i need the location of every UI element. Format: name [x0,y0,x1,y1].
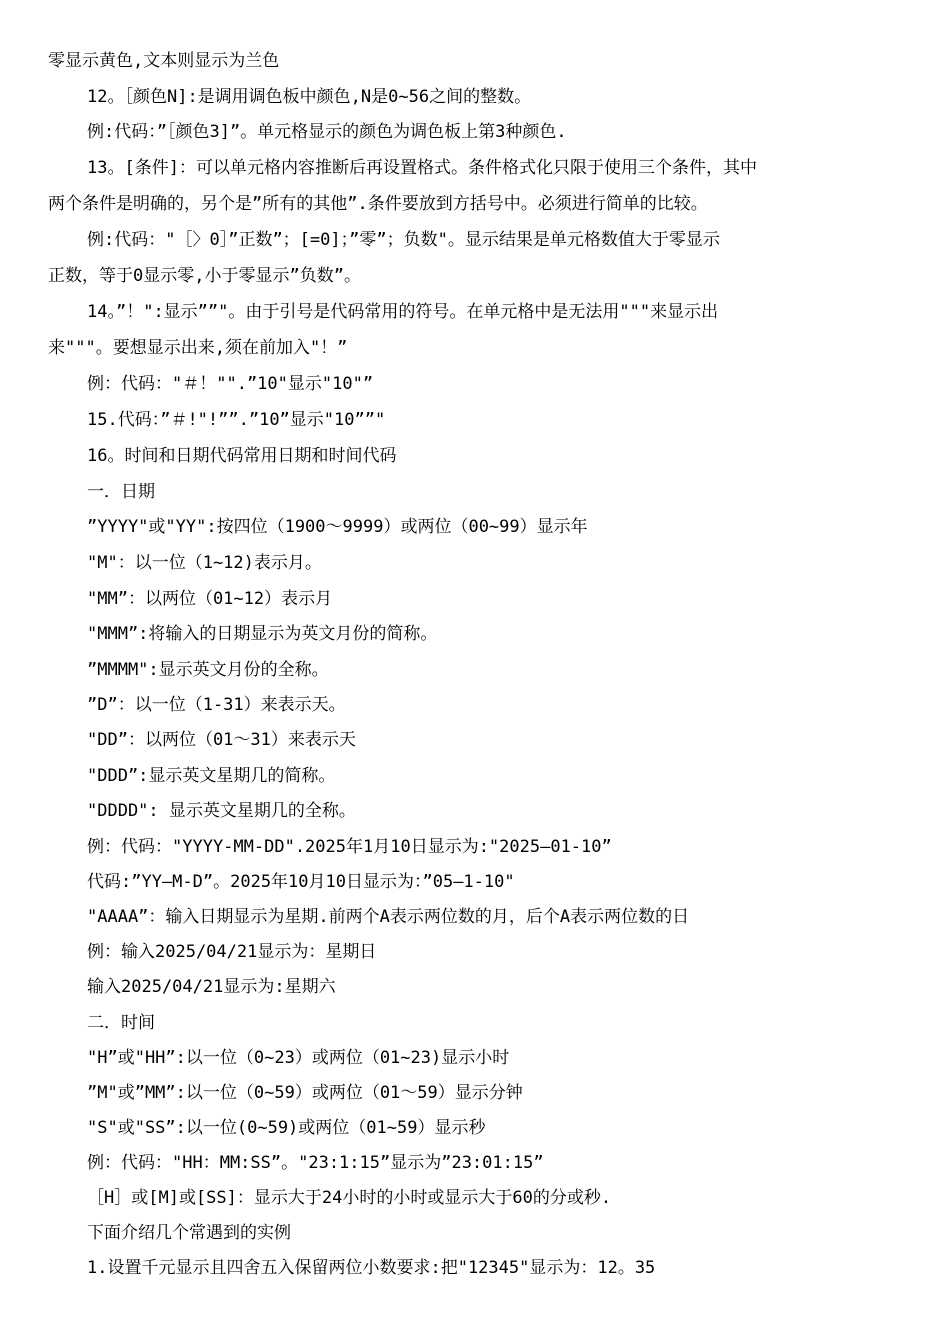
text-line: 例：代码："＃！"".”10"显示"10"” [87,374,374,394]
text-line: 1.设置千元显示且四舍五入保留两位小数要求:把"12345"显示为：12。35 [87,1258,656,1278]
text-line: 例：代码："HH：MM:SS”。"23:1:15”显示为”23:01:15” [87,1153,544,1173]
text-line: 14。”！":显示””"。由于引号是代码常用的符号。在单元格中是无法用"""来显示出 [87,302,719,322]
text-line: "DD”：以两位（01～31）来表示天 [87,730,356,750]
text-line: ”YYYY"或"YY":按四位（1900～9999）或两位（00~99）显示年 [87,517,588,537]
text-line: 例:代码："［〉0］”正数”；[=0]；”零”；负数"。显示结果是单元格数值大于零显示 [87,230,720,250]
text-line: 例：代码："YYYY-MM-DD".2025年1月10日显示为:"2025—01-10” [87,837,612,857]
text-line: 下面介绍几个常遇到的实例 [87,1223,291,1243]
text-line: "DDD”:显示英文星期几的简称。 [87,766,336,786]
text-line: ”MMMM":显示英文月份的全称。 [87,660,329,680]
text-line: ”M"或”MM”:以一位（0~59）或两位（01～59）显示分钟 [87,1083,523,1103]
text-line: 16。时间和日期代码常用日期和时间代码 [87,446,397,466]
section-heading: 二．时间 [87,1013,155,1033]
text-line: 两个条件是明确的，另个是”所有的其他”.条件要放到方括号中。必须进行简单的比较。 [48,194,708,214]
text-line: 15.代码：”＃!"!””.”10”显示"10””" [87,410,386,430]
text-line: 例：输入2025/04/21显示为：星期日 [87,942,377,962]
text-line: 来"""。要想显示出来,须在前加入"！” [48,338,348,358]
text-line: "S"或"SS”:以一位(0~59)或两位（01~59）显示秒 [87,1118,486,1138]
text-line: ［H］或[M]或[SS]：显示大于24小时的小时或显示大于60的分或秒. [87,1188,612,1208]
text-line: 12。［颜色N]:是调用调色板中颜色,N是0~56之间的整数。 [87,87,532,107]
text-line: "AAAA”：输入日期显示为星期.前两个A表示两位数的月，后个A表示两位数的日 [87,907,690,927]
text-line: "M"：以一位（1~12)表示月。 [87,553,322,573]
text-line: 13。[条件]：可以单元格内容推断后再设置格式。条件格式化只限于使用三个条件，其中 [87,158,757,178]
text-line: "DDDD": 显示英文星期几的全称。 [87,801,356,821]
text-line: "MM”：以两位（01~12）表示月 [87,589,333,609]
text-line: 输入2025/04/21显示为:星期六 [87,977,336,997]
text-line: 代码:”YY—M-D”。2025年10月10日显示为：”05—1-10" [87,872,515,892]
text-line: ”D”：以一位（1-31）来表示天。 [87,695,346,715]
text-line: "MMM”:将输入的日期显示为英文月份的简称。 [87,624,438,644]
text-line: 例:代码：”［颜色3]”。单元格显示的颜色为调色板上第3种颜色. [87,122,567,142]
text-line: 零显示黄色,文本则显示为兰色 [48,51,280,71]
section-heading: 一．日期 [87,482,155,502]
text-line: "H”或"HH”:以一位（0~23）或两位（01~23)显示小时 [87,1048,510,1068]
text-line: 正数，等于0显示零,小于零显示”负数”。 [48,266,361,286]
